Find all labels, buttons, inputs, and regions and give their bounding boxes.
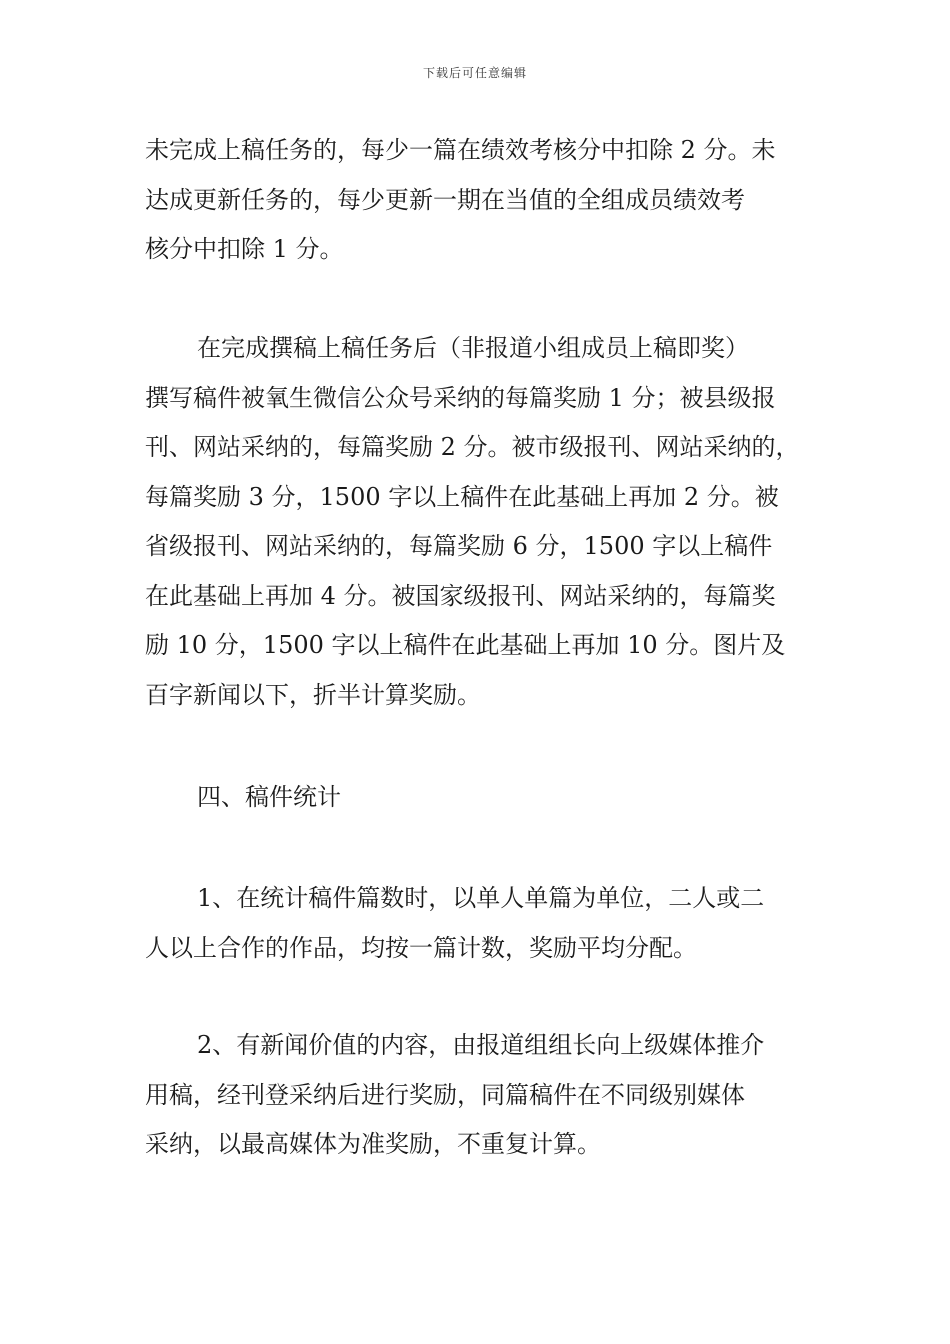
text-line: 达成更新任务的，每少更新一期在当值的全组成员绩效考 bbox=[145, 185, 745, 214]
text-line: 在完成撰稿上稿任务后（非报道小组成员上稿即奖） bbox=[197, 334, 749, 362]
text-line: 核分中扣除 1 分。 bbox=[145, 235, 344, 263]
text-line: 1、在统计稿件篇数时，以单人单篇为单位，二人或二 bbox=[197, 884, 765, 912]
text-line: 用稿，经刊登采纳后进行奖励，同篇稿件在不同级别媒体 bbox=[145, 1080, 745, 1109]
paragraph-penalty bbox=[145, 126, 825, 275]
text-line: 2、有新闻价值的内容，由报道组组长向上级媒体推介 bbox=[197, 1031, 765, 1059]
text-line: 每篇奖励 3 分，1500 字以上稿件在此基础上再加 2 分。被 bbox=[145, 482, 779, 511]
text-line: 刊、网站采纳的，每篇奖励 2 分。被市级报刊、网站采纳的， bbox=[145, 433, 800, 461]
section-heading bbox=[145, 773, 825, 823]
paragraph-item-2 bbox=[145, 1021, 825, 1170]
paragraph-item-1 bbox=[145, 874, 825, 973]
text-line: 省级报刊、网站采纳的，每篇奖励 6 分，1500 字以上稿件 bbox=[145, 532, 773, 560]
text-line: 在此基础上再加 4 分。被国家级报刊、网站采纳的，每篇奖 bbox=[145, 581, 776, 610]
text-line: 百字新闻以下，折半计算奖励。 bbox=[145, 680, 481, 709]
paragraph-rewards bbox=[145, 324, 825, 720]
text-line: 采纳，以最高媒体为准奖励，不重复计算。 bbox=[145, 1130, 601, 1158]
text-line: 未完成上稿任务的，每少一篇在绩效考核分中扣除 2 分。未 bbox=[145, 136, 776, 164]
text-line: 人以上合作的作品，均按一篇计数，奖励平均分配。 bbox=[145, 933, 697, 962]
section-heading-text: 四、稿件统计 bbox=[197, 783, 341, 811]
page-header: 下载后可任意编辑 bbox=[422, 66, 527, 80]
text-line: 励 10 分，1500 字以上稿件在此基础上再加 10 分。图片及 bbox=[145, 631, 786, 659]
text-line: 撰写稿件被氧生微信公众号采纳的每篇奖励 1 分；被县级报 bbox=[145, 383, 776, 412]
